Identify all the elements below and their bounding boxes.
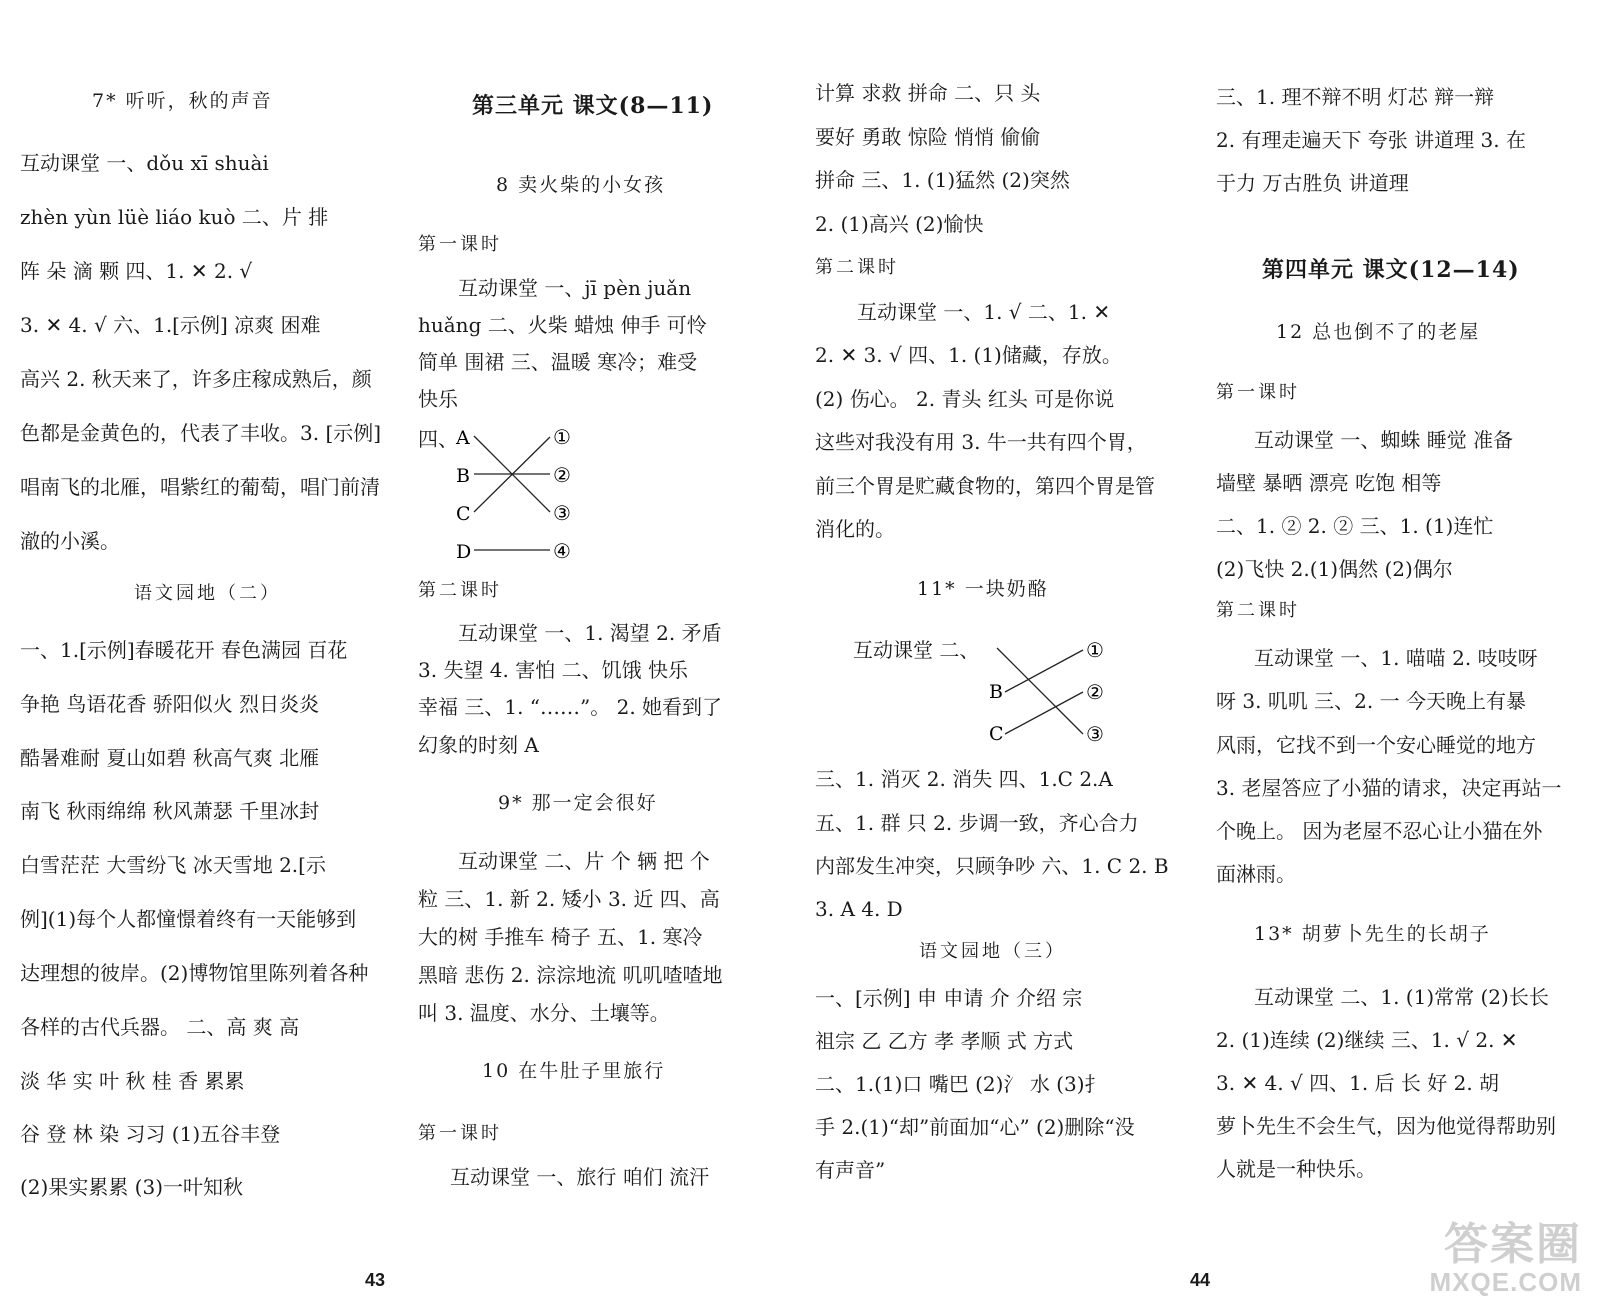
lesson-title: 13* 胡萝卜先生的长胡子 [1254, 923, 1491, 945]
text-line: zhèn yùn lüè liáo kuò 二、片 排 [20, 205, 329, 229]
text-line: 拼命 三、1. (1)猛然 (2)突然 [815, 168, 1070, 192]
text-line: 酷暑难耐 夏山如碧 秋高气爽 北雁 [20, 746, 320, 770]
text-line: 祖宗 乙 乙方 孝 孝顺 式 方式 [815, 1029, 1074, 1053]
match-line [997, 648, 1083, 734]
text-line: 要好 勇敢 惊险 悄悄 偷偷 [815, 125, 1041, 149]
unit-title: 第三单元 课文(8—11) [472, 93, 714, 119]
period-title: 第一课时 [1216, 382, 1300, 403]
lesson-title: 11* 一块奶酪 [917, 578, 1049, 600]
period-title: 第二课时 [418, 580, 502, 601]
text-line: 互动课堂 一、1. √ 二、1. ✕ [857, 300, 1111, 324]
text-line: 于力 万古胜负 讲道理 [1216, 171, 1409, 195]
lesson-title: 10 在牛肚子里旅行 [482, 1060, 666, 1082]
text-line: 四、 [418, 427, 458, 451]
match-label-a: A [456, 427, 470, 449]
text-line: 互动课堂 一、蜘蛛 睡觉 准备 [1254, 428, 1514, 452]
text-line: 墙壁 暴晒 漂亮 吃饱 相等 [1216, 471, 1442, 495]
text-line: 黑暗 悲伤 2. 淙淙地流 叽叽喳喳地 [418, 963, 723, 987]
section-title: 语文园地（二） [134, 583, 281, 604]
match-label-d: D [456, 541, 472, 563]
text-line: 各样的古代兵器。 二、高 爽 高 [20, 1015, 300, 1039]
section-title: 语文园地（三） [919, 941, 1066, 962]
text-line: 二、1. ② 2. ② 三、1. (1)连忙 [1216, 514, 1494, 538]
text-line: 消化的。 [815, 517, 895, 541]
watermark [1430, 1222, 1582, 1296]
watermark-url: MXQE.COM [1429, 1267, 1582, 1297]
text-line: 唱南飞的北雁，唱紫红的葡萄，唱门前清 [20, 475, 380, 499]
text-line: 谷 登 林 染 习习 (1)五谷丰登 [20, 1122, 281, 1146]
text-line: 面淋雨。 [1216, 862, 1296, 886]
text-line: 色都是金黄色的，代表了丰收。3. [示例] [20, 421, 382, 445]
match-line [1005, 650, 1083, 692]
matching-diagram-1 [454, 422, 594, 564]
watermark-logo-text: 答案圈 [1444, 1220, 1582, 1269]
text-line: 3. 老屋答应了小猫的请求，决定再站一 [1216, 776, 1562, 800]
match-label-c: C [456, 503, 471, 525]
text-line: 萝卜先生不会生气，因为他觉得帮助别 [1216, 1114, 1556, 1138]
text-line: 3. ✕ 4. √ 四、1. 后 长 好 2. 胡 [1216, 1071, 1500, 1095]
text-line: 争艳 鸟语花香 骄阳似火 烈日炎炎 [20, 692, 320, 716]
match-circle-3: ③ [1086, 722, 1104, 744]
text-line: 阵 朵 滴 颗 四、1. ✕ 2. √ [20, 259, 253, 283]
text-line: 高兴 2. 秋天来了，许多庄稼成熟后，颜 [20, 367, 372, 391]
text-line: 互动课堂 一、jī pèn juǎn [458, 276, 692, 300]
lesson-title: 7* 听听，秋的声音 [92, 90, 273, 112]
text-line: 淡 华 实 叶 秋 桂 香 累累 [20, 1069, 245, 1093]
text-line: (2)飞快 2.(1)偶然 (2)偶尔 [1216, 557, 1453, 581]
text-line: (2)果实累累 (3)一叶知秋 [20, 1175, 244, 1199]
match-line [1005, 692, 1083, 734]
text-line: 2. (1)连续 (2)继续 三、1. √ 2. ✕ [1216, 1028, 1518, 1052]
text-line: huǎng 二、火柴 蜡烛 伸手 可怜 [418, 313, 707, 337]
text-line: 互动课堂 一、旅行 咱们 流汗 [450, 1165, 710, 1189]
text-line: 澈的小溪。 [20, 529, 120, 553]
match-label-b: B [456, 465, 470, 487]
text-line: 手 2.(1)“却”前面加“心” (2)删除“没 [815, 1115, 1135, 1139]
lesson-title: 8 卖火柴的小女孩 [496, 174, 666, 196]
match-circle-2: ② [1086, 680, 1104, 704]
lesson-title: 9* 那一定会很好 [498, 792, 658, 814]
text-line: 一、[示例] 申 申请 介 介绍 宗 [815, 986, 1083, 1010]
text-line: 二、1.(1)口 嘴巴 (2)氵 水 (3)扌 [815, 1072, 1105, 1096]
text-line: 粒 三、1. 新 2. 矮小 3. 近 四、高 [418, 887, 720, 911]
text-line: 互动课堂 一、1. 渴望 2. 矛盾 [458, 621, 722, 645]
match-circle-4: ④ [553, 539, 571, 563]
match-circle-1: ① [553, 425, 571, 449]
match-circle-1: ① [1086, 638, 1104, 662]
text-line: 三、1. 消灭 2. 消失 四、1.C 2.A [815, 767, 1113, 791]
page-number-left: 43 [365, 1270, 386, 1290]
text-line: 计算 求救 拼命 二、只 头 [815, 81, 1041, 105]
text-line: 3. ✕ 4. √ 六、1.[示例] 凉爽 困难 [20, 313, 321, 337]
text-line: 互动课堂 二、1. (1)常常 (2)长长 [1254, 985, 1549, 1009]
text-line: 幻象的时刻 A [418, 733, 539, 757]
text-line: 快乐 [418, 387, 458, 411]
text-line: 叫 3. 温度、水分、土壤等。 [418, 1001, 670, 1025]
text-line: 一、1.[示例]春暖花开 春色满园 百花 [20, 638, 348, 662]
text-line: 五、1. 群 只 2. 步调一致，齐心合力 [815, 811, 1139, 835]
text-line: 2. 有理走遍天下 夸张 讲道理 3. 在 [1216, 128, 1526, 152]
text-line: 风雨，它找不到一个安心睡觉的地方 [1216, 733, 1536, 757]
text-line: 例](1)每个人都憧憬着终有一天能够到 [20, 907, 357, 931]
text-line: 人就是一种快乐。 [1216, 1157, 1376, 1181]
text-line: 3. A 4. D [815, 897, 903, 921]
lesson-title: 12 总也倒不了的老屋 [1276, 321, 1481, 343]
text-line: 南飞 秋雨绵绵 秋风萧瑟 千里冰封 [20, 799, 320, 823]
text-line: 互动课堂 一、1. 喵喵 2. 吱吱呀 [1254, 646, 1538, 670]
text-line: 白雪茫茫 大雪纷飞 冰天雪地 2.[示 [20, 853, 326, 877]
match-circle-3: ③ [553, 501, 571, 525]
match-circle-2: ② [553, 463, 571, 487]
text-line: 简单 围裙 三、温暖 寒冷；难受 [418, 350, 698, 374]
text-line: 有声音” [815, 1158, 886, 1182]
unit-title: 第四单元 课文(12—14) [1262, 257, 1520, 283]
period-title: 第二课时 [1216, 600, 1300, 621]
text-line: 幸福 三、1. “……”。 2. 她看到了 [418, 695, 723, 719]
page-number-right: 44 [1190, 1270, 1211, 1290]
text-line: 个晚上。 因为老屋不忍心让小猫在外 [1216, 819, 1543, 843]
text-line: 内部发生冲突，只顾争吵 六、1. C 2. B [815, 854, 1169, 878]
period-title: 第一课时 [418, 1123, 502, 1144]
text-line: 互动课堂 二、 [853, 638, 980, 662]
text-line: 互动课堂 二、片 个 辆 把 个 [458, 849, 710, 873]
match-label-b: B [989, 681, 1003, 703]
text-line: (2) 伤心。 2. 青头 红头 可是你说 [815, 387, 1115, 411]
matching-diagram-2 [983, 632, 1113, 744]
text-line: 这些对我没有用 3. 牛一共有四个胃， [815, 430, 1147, 454]
text-line: 互动课堂 一、dǒu xī shuài [20, 151, 269, 175]
text-line: 3. 失望 4. 害怕 二、饥饿 快乐 [418, 658, 688, 682]
text-line: 达理想的彼岸。(2)博物馆里陈列着各种 [20, 961, 369, 985]
period-title: 第一课时 [418, 234, 502, 255]
text-line: 2. (1)高兴 (2)愉快 [815, 212, 984, 236]
text-line: 大的树 手推车 椅子 五、1. 寒冷 [418, 925, 703, 949]
text-line: 呀 3. 叽叽 三、2. 一 今天晚上有暴 [1216, 689, 1526, 713]
text-line: 2. ✕ 3. √ 四、1. (1)储藏，存放。 [815, 343, 1122, 367]
text-line: 前三个胃是贮藏食物的，第四个胃是管 [815, 474, 1155, 498]
match-label-c: C [989, 723, 1004, 744]
period-title: 第二课时 [815, 257, 899, 278]
text-line: 三、1. 理不辩不明 灯芯 辩一辩 [1216, 85, 1495, 109]
